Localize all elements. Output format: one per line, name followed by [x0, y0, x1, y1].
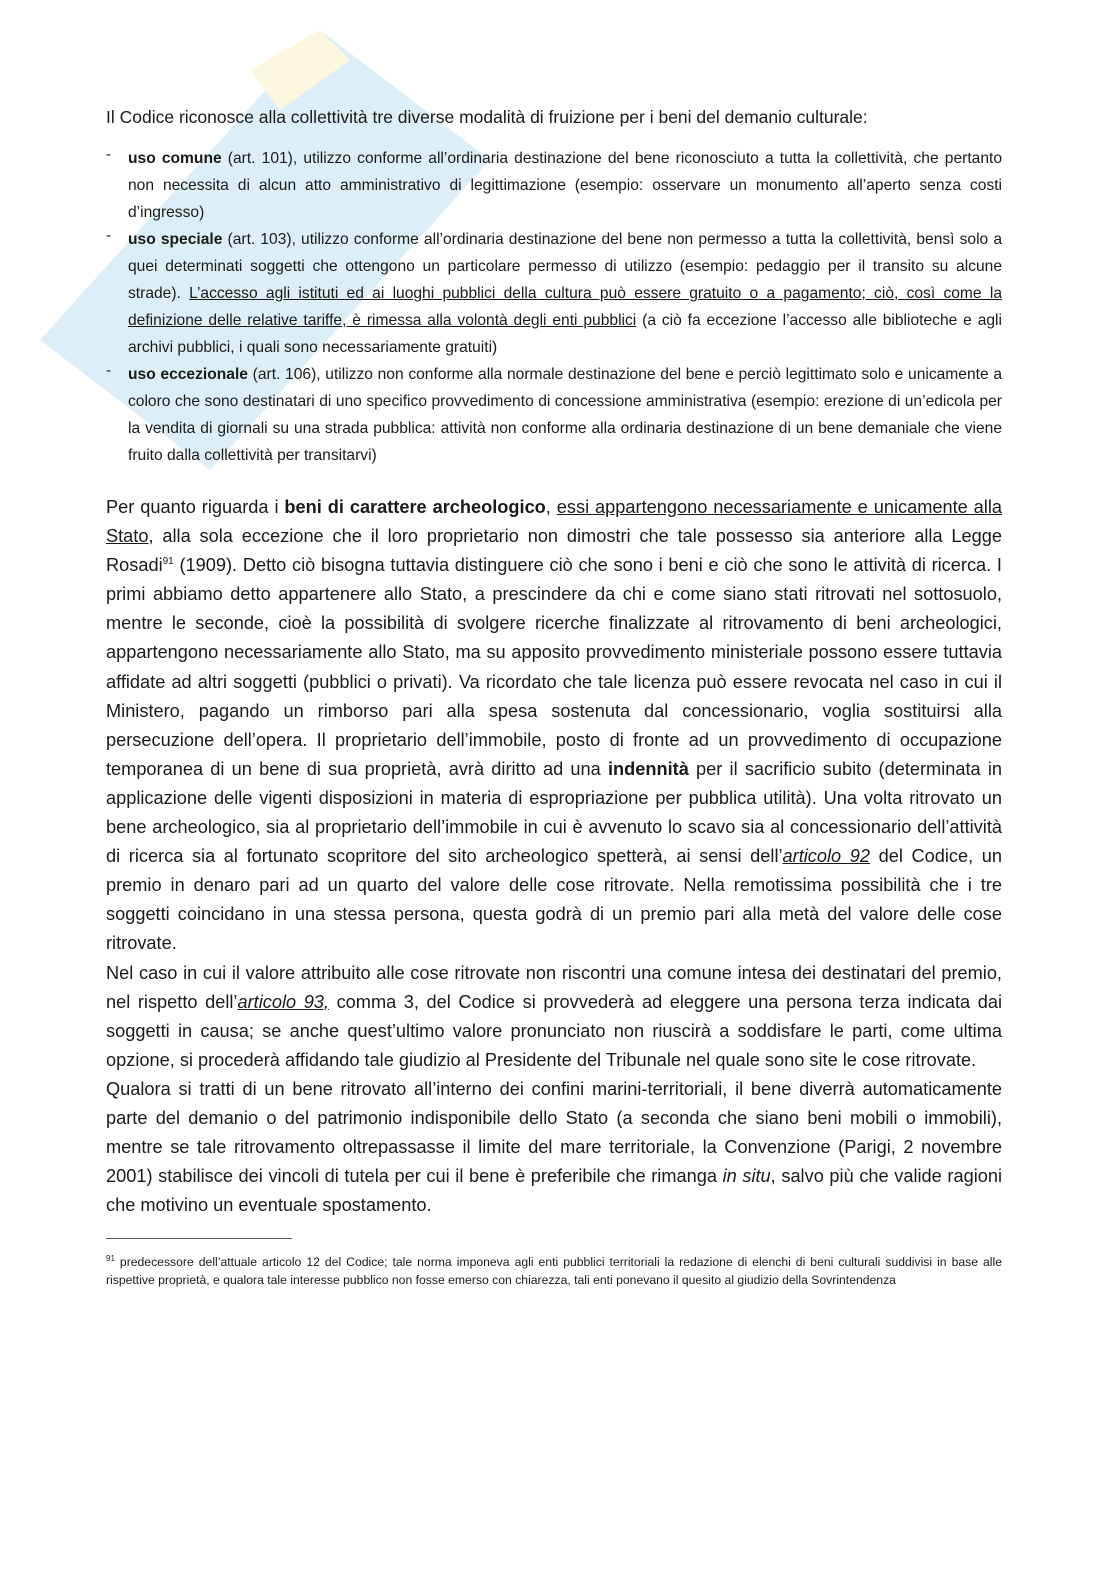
- text-run: del Codice, un premio in denaro pari ad un quarto del valore delle cose ritrovate. Nella remotissima possibilità che i tre soggetti coincidano in una stessa persona, questa godrà di un premio pari alla metà del valore delle cose ritrovate.: [106, 846, 1002, 954]
- text-run: Qualora si tratti di un bene ritrovato all’interno dei confini marini-territoriali, il bene diverrà automaticamente parte del demanio o del patrimonio indisponibile dello Stato (a seconda che siano beni mobili o immobili), mentre se tale ritrovamento oltrepassasse il limite del mare territoriale, la Convenzione (Parigi, 2 novembre 2001) stabilisce dei vincoli di tutela per cui il bene è preferibile che rimanga: [106, 1078, 1002, 1187]
- text-run: Per quanto riguarda i: [106, 497, 285, 517]
- list-item-text: (art. 106), utilizzo non conforme alla normale destinazione del bene e perciò legittimato solo e unicamente a coloro che sono destinatari di uno specifico provvedimento di concessione amministrativa (esempio: erezione di un’edicola per la vendita di giornali su una strada pubblica: attività non conforme alla ordinaria destinazione di un bene demaniale che viene fruito dalla collettività per transitarvi): [128, 366, 1003, 464]
- list-item-tail: (a ciò fa eccezione l’accesso alle biblioteche e agli archivi pubblici, i quali sono necessariamente gratuiti): [128, 312, 1002, 356]
- link-articolo-92[interactable]: articolo 92: [782, 846, 870, 867]
- footnote-reference[interactable]: 91: [162, 556, 174, 568]
- footnote-divider: [106, 1238, 292, 1239]
- underlined-text: L’accesso agli istituti ed ai luoghi pubblici della cultura può essere gratuito o a pagamento; ciò, così come la definizione delle relative tariffe, è rimessa alla volontà degli enti pubblici: [128, 285, 1002, 329]
- term-uso-eccezionale: uso eccezionale: [128, 366, 248, 383]
- paragraph-beni-archeologici: [106, 493, 1002, 959]
- watermark-corner-shape: [250, 30, 350, 110]
- bold-term-indennita: indennità: [607, 758, 689, 779]
- list-item-uso-eccezionale: [106, 361, 1002, 469]
- text-run: , salvo più che valide ragioni che motivino un eventuale spostamento.: [106, 1166, 1003, 1216]
- term-uso-comune: uso comune: [128, 150, 222, 167]
- footnote: [106, 1253, 1002, 1289]
- dash-bullet: -: [106, 362, 111, 379]
- term-uso-speciale: uso speciale: [128, 231, 223, 248]
- list-item-uso-comune: [106, 145, 1002, 226]
- text-run: per il sacrificio subito (determinata in applicazione delle vigenti disposizioni in materia di espropriazione per pubblica utilità). Una volta ritrovato un bene archeologico, sia al proprietario dell’immobile in cui è avvenuto lo scavo sia al concessionario dell’attività di ricerca sia al fortunato scopritore del sito archeologico spetterà, ai sensi dell’: [106, 758, 1002, 867]
- footnote-text: predecessore dell’attuale articolo 12 del Codice; tale norma imponeva agli enti pubblici territoriali la redazione di elenchi di beni culturali suddivisi in base alle rispettive proprietà, e qualora tale interesse pubblico non fosse emerso con chiarezza, tali enti ponevano il quesito al giudizio della Sovrintendenza: [106, 1255, 1002, 1288]
- usage-list: [106, 145, 1002, 469]
- list-item-text: (art. 103), utilizzo conforme all’ordinaria destinazione del bene non permesso a tutta la collettività, bensì solo a quei determinati soggetti che ottengono un particolare permesso di utilizzo (esempio: pedaggio per il transito su alcune strade).: [128, 231, 1003, 302]
- paragraph-valore: [106, 959, 1002, 1075]
- dash-bullet: -: [106, 146, 111, 163]
- underlined-text: essi appartengono necessariamente e unicamente alla Stato: [106, 497, 1002, 547]
- text-run: Nel caso in cui il valore attribuito alle cose ritrovate non riscontri una comune intesa dei destinatari del premio, nel rispetto dell’: [106, 962, 1002, 1012]
- italic-in-situ: in situ: [722, 1166, 771, 1187]
- link-articolo-93[interactable]: articolo 93,: [237, 991, 329, 1012]
- list-item-text: (art. 101), utilizzo conforme all’ordinaria destinazione del bene riconosciuto a tutta la collettività, che pertanto non necessita di alcun atto amministrativo di legittimazione (esempio: osservare un monumento all’aperto senza costi d’ingresso): [128, 150, 1002, 221]
- main-body: [106, 493, 1002, 1220]
- intro-paragraph: Il Codice riconosce alla collettività tre diverse modalità di fruizione per i beni del demanio culturale:: [106, 107, 868, 127]
- list-item-uso-speciale: [106, 226, 1002, 361]
- dash-bullet: -: [106, 227, 111, 244]
- paragraph-confini-marini: [106, 1075, 1002, 1220]
- bold-term-beni-archeologici: beni di carattere archeologico: [284, 497, 546, 517]
- document-page: [106, 104, 1002, 1289]
- footnote-mark: 91: [106, 1254, 115, 1264]
- text-run: (1909). Detto ciò bisogna tuttavia distinguere ciò che sono i beni e ciò che sono le attività di ricerca. I primi abbiamo detto appartenere allo Stato, a prescindere da chi e come siano stati ritrovati nel sottosuolo, mentre le seconde, cioè la possibilità di svolgere ricerche finalizzate al ritrovamento di beni archeologici, appartengono necessariamente allo Stato, ma su apposito provvedimento ministeriale possono essere tuttavia affidate ad altri soggetti (pubblici o privati). Va ricordato che tale licenza può essere revocata nel caso in cui il Ministero, pagando un rimborso pari alla spesa sostenuta dal concessionario, voglia sostituirsi alla persecuzione dell’opera. Il proprietario dell’immobile, posto di fronte ad un provvedimento di occupazione temporanea di un bene di sua proprietà, avrà diritto ad una: [106, 555, 1002, 779]
- text-run: comma 3, del Codice si provvederà ad eleggere una persona terza indicata dai soggetti in causa; se anche quest’ultimo valore pronunciato non riuscirà a soddisfare le parti, come ultima opzione, si procederà affidando tale giudizio al Presidente del Tribunale nel quale sono site le cose ritrovate.: [106, 991, 1003, 1070]
- text-run: , alla sola eccezione che il loro proprietario non dimostri che tale possesso sia anteriore alla Legge Rosadi: [106, 526, 1002, 576]
- text-run: ,: [545, 497, 557, 517]
